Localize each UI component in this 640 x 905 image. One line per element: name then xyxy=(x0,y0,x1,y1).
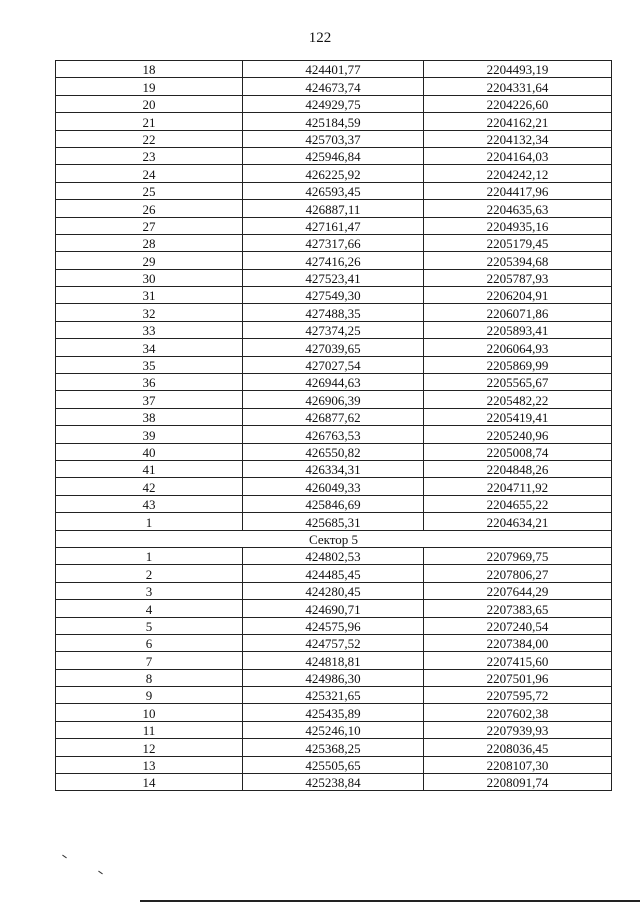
point-number-cell: 34 xyxy=(56,339,243,356)
y-coordinate-cell: 2204634,21 xyxy=(424,513,612,530)
y-coordinate-cell: 2205869,99 xyxy=(424,356,612,373)
x-coordinate-cell: 426550,82 xyxy=(243,443,424,460)
x-coordinate-cell: 427523,41 xyxy=(243,269,424,286)
y-coordinate-cell: 2207602,38 xyxy=(424,704,612,721)
point-number-cell: 40 xyxy=(56,443,243,460)
y-coordinate-cell: 2204493,19 xyxy=(424,61,612,78)
table-row xyxy=(56,582,612,599)
y-coordinate-cell: 2208091,74 xyxy=(424,774,612,791)
y-coordinate-cell: 2204242,12 xyxy=(424,165,612,182)
y-coordinate-cell: 2208036,45 xyxy=(424,739,612,756)
table-row xyxy=(56,200,612,217)
point-number-cell: 32 xyxy=(56,304,243,321)
x-coordinate-cell: 424401,77 xyxy=(243,61,424,78)
x-coordinate-cell: 424986,30 xyxy=(243,669,424,686)
table-row xyxy=(56,61,612,78)
x-coordinate-cell: 426877,62 xyxy=(243,408,424,425)
table-row xyxy=(56,339,612,356)
y-coordinate-cell: 2204417,96 xyxy=(424,182,612,199)
y-coordinate-cell: 2207501,96 xyxy=(424,669,612,686)
table-row xyxy=(56,304,612,321)
table-row xyxy=(56,426,612,443)
point-number-cell: 4 xyxy=(56,600,243,617)
y-coordinate-cell: 2207595,72 xyxy=(424,687,612,704)
y-coordinate-cell: 2205240,96 xyxy=(424,426,612,443)
table-row xyxy=(56,478,612,495)
table-row xyxy=(56,547,612,564)
y-coordinate-cell: 2207644,29 xyxy=(424,582,612,599)
y-coordinate-cell: 2205893,41 xyxy=(424,321,612,338)
table-row xyxy=(56,774,612,791)
point-number-cell: 30 xyxy=(56,269,243,286)
x-coordinate-cell: 424802,53 xyxy=(243,547,424,564)
point-number-cell: 19 xyxy=(56,78,243,95)
x-coordinate-cell: 426944,63 xyxy=(243,374,424,391)
table-row xyxy=(56,600,612,617)
table-row xyxy=(56,495,612,512)
y-coordinate-cell: 2204848,26 xyxy=(424,460,612,477)
point-number-cell: 28 xyxy=(56,234,243,251)
y-coordinate-cell: 2204331,64 xyxy=(424,78,612,95)
table-row xyxy=(56,78,612,95)
y-coordinate-cell: 2205482,22 xyxy=(424,391,612,408)
x-coordinate-cell: 424690,71 xyxy=(243,600,424,617)
y-coordinate-cell: 2207939,93 xyxy=(424,721,612,738)
y-coordinate-cell: 2207383,65 xyxy=(424,600,612,617)
y-coordinate-cell: 2204226,60 xyxy=(424,95,612,112)
table-row xyxy=(56,147,612,164)
point-number-cell: 42 xyxy=(56,478,243,495)
table-row xyxy=(56,269,612,286)
y-coordinate-cell: 2207969,75 xyxy=(424,547,612,564)
table-row xyxy=(56,739,612,756)
table-row xyxy=(56,687,612,704)
x-coordinate-cell: 425435,89 xyxy=(243,704,424,721)
x-coordinate-cell: 424673,74 xyxy=(243,78,424,95)
point-number-cell: 10 xyxy=(56,704,243,721)
table-row xyxy=(56,617,612,634)
x-coordinate-cell: 426225,92 xyxy=(243,165,424,182)
point-number-cell: 38 xyxy=(56,408,243,425)
point-number-cell: 1 xyxy=(56,513,243,530)
x-coordinate-cell: 426049,33 xyxy=(243,478,424,495)
y-coordinate-cell: 2205565,67 xyxy=(424,374,612,391)
table-row xyxy=(56,513,612,530)
x-coordinate-cell: 426763,53 xyxy=(243,426,424,443)
y-coordinate-cell: 2204711,92 xyxy=(424,478,612,495)
y-coordinate-cell: 2207384,00 xyxy=(424,634,612,651)
sector-header-row xyxy=(56,530,612,547)
table-row xyxy=(56,565,612,582)
table-row xyxy=(56,704,612,721)
point-number-cell: 8 xyxy=(56,669,243,686)
y-coordinate-cell: 2207415,60 xyxy=(424,652,612,669)
y-coordinate-cell: 2205179,45 xyxy=(424,234,612,251)
point-number-cell: 7 xyxy=(56,652,243,669)
point-number-cell: 35 xyxy=(56,356,243,373)
point-number-cell: 20 xyxy=(56,95,243,112)
table-row xyxy=(56,756,612,773)
y-coordinate-cell: 2207240,54 xyxy=(424,617,612,634)
x-coordinate-cell: 427317,66 xyxy=(243,234,424,251)
point-number-cell: 31 xyxy=(56,287,243,304)
table-row xyxy=(56,652,612,669)
table-row xyxy=(56,130,612,147)
x-coordinate-cell: 425946,84 xyxy=(243,147,424,164)
x-coordinate-cell: 427039,65 xyxy=(243,339,424,356)
x-coordinate-cell: 426906,39 xyxy=(243,391,424,408)
table-row xyxy=(56,182,612,199)
x-coordinate-cell: 425703,37 xyxy=(243,130,424,147)
table-row xyxy=(56,252,612,269)
point-number-cell: 1 xyxy=(56,547,243,564)
sector-title: Сектор 5 xyxy=(56,530,612,547)
bottom-rule xyxy=(140,900,640,902)
y-coordinate-cell: 2205008,74 xyxy=(424,443,612,460)
point-number-cell: 13 xyxy=(56,756,243,773)
point-number-cell: 22 xyxy=(56,130,243,147)
point-number-cell: 23 xyxy=(56,147,243,164)
table-row xyxy=(56,234,612,251)
x-coordinate-cell: 425238,84 xyxy=(243,774,424,791)
point-number-cell: 39 xyxy=(56,426,243,443)
point-number-cell: 26 xyxy=(56,200,243,217)
table-row xyxy=(56,165,612,182)
table-row xyxy=(56,374,612,391)
x-coordinate-cell: 425368,25 xyxy=(243,739,424,756)
scan-mark xyxy=(62,855,67,859)
y-coordinate-cell: 2206071,86 xyxy=(424,304,612,321)
point-number-cell: 12 xyxy=(56,739,243,756)
point-number-cell: 25 xyxy=(56,182,243,199)
y-coordinate-cell: 2206204,91 xyxy=(424,287,612,304)
table-row xyxy=(56,356,612,373)
point-number-cell: 33 xyxy=(56,321,243,338)
point-number-cell: 3 xyxy=(56,582,243,599)
x-coordinate-cell: 425246,10 xyxy=(243,721,424,738)
x-coordinate-cell: 424757,52 xyxy=(243,634,424,651)
point-number-cell: 24 xyxy=(56,165,243,182)
point-number-cell: 43 xyxy=(56,495,243,512)
x-coordinate-cell: 425685,31 xyxy=(243,513,424,530)
table-row xyxy=(56,95,612,112)
y-coordinate-cell: 2204162,21 xyxy=(424,113,612,130)
x-coordinate-cell: 425184,59 xyxy=(243,113,424,130)
point-number-cell: 9 xyxy=(56,687,243,704)
point-number-cell: 36 xyxy=(56,374,243,391)
x-coordinate-cell: 427549,30 xyxy=(243,287,424,304)
x-coordinate-cell: 427416,26 xyxy=(243,252,424,269)
point-number-cell: 18 xyxy=(56,61,243,78)
table-row xyxy=(56,408,612,425)
y-coordinate-cell: 2204635,63 xyxy=(424,200,612,217)
point-number-cell: 21 xyxy=(56,113,243,130)
table-row xyxy=(56,113,612,130)
y-coordinate-cell: 2205419,41 xyxy=(424,408,612,425)
point-number-cell: 6 xyxy=(56,634,243,651)
table-row xyxy=(56,321,612,338)
y-coordinate-cell: 2204132,34 xyxy=(424,130,612,147)
page-number: 122 xyxy=(308,30,332,46)
x-coordinate-cell: 424929,75 xyxy=(243,95,424,112)
x-coordinate-cell: 426334,31 xyxy=(243,460,424,477)
table-row xyxy=(56,634,612,651)
x-coordinate-cell: 427374,25 xyxy=(243,321,424,338)
table-row xyxy=(56,217,612,234)
x-coordinate-cell: 424818,81 xyxy=(243,652,424,669)
table-row xyxy=(56,669,612,686)
point-number-cell: 29 xyxy=(56,252,243,269)
x-coordinate-cell: 425846,69 xyxy=(243,495,424,512)
point-number-cell: 11 xyxy=(56,721,243,738)
x-coordinate-cell: 424575,96 xyxy=(243,617,424,634)
x-coordinate-cell: 427027,54 xyxy=(243,356,424,373)
y-coordinate-cell: 2208107,30 xyxy=(424,756,612,773)
point-number-cell: 37 xyxy=(56,391,243,408)
x-coordinate-cell: 424280,45 xyxy=(243,582,424,599)
point-number-cell: 27 xyxy=(56,217,243,234)
y-coordinate-cell: 2204164,03 xyxy=(424,147,612,164)
x-coordinate-cell: 427488,35 xyxy=(243,304,424,321)
table-row xyxy=(56,721,612,738)
table-row xyxy=(56,287,612,304)
point-number-cell: 41 xyxy=(56,460,243,477)
y-coordinate-cell: 2205787,93 xyxy=(424,269,612,286)
x-coordinate-cell: 425321,65 xyxy=(243,687,424,704)
x-coordinate-cell: 426593,45 xyxy=(243,182,424,199)
y-coordinate-cell: 2207806,27 xyxy=(424,565,612,582)
x-coordinate-cell: 425505,65 xyxy=(243,756,424,773)
coordinates-table-body xyxy=(56,61,612,791)
table-row xyxy=(56,443,612,460)
point-number-cell: 2 xyxy=(56,565,243,582)
y-coordinate-cell: 2205394,68 xyxy=(424,252,612,269)
table-row xyxy=(56,391,612,408)
scan-mark xyxy=(98,871,103,875)
y-coordinate-cell: 2204935,16 xyxy=(424,217,612,234)
point-number-cell: 14 xyxy=(56,774,243,791)
x-coordinate-cell: 424485,45 xyxy=(243,565,424,582)
x-coordinate-cell: 427161,47 xyxy=(243,217,424,234)
y-coordinate-cell: 2204655,22 xyxy=(424,495,612,512)
coordinates-table xyxy=(55,60,612,791)
y-coordinate-cell: 2206064,93 xyxy=(424,339,612,356)
x-coordinate-cell: 426887,11 xyxy=(243,200,424,217)
point-number-cell: 5 xyxy=(56,617,243,634)
table-row xyxy=(56,460,612,477)
